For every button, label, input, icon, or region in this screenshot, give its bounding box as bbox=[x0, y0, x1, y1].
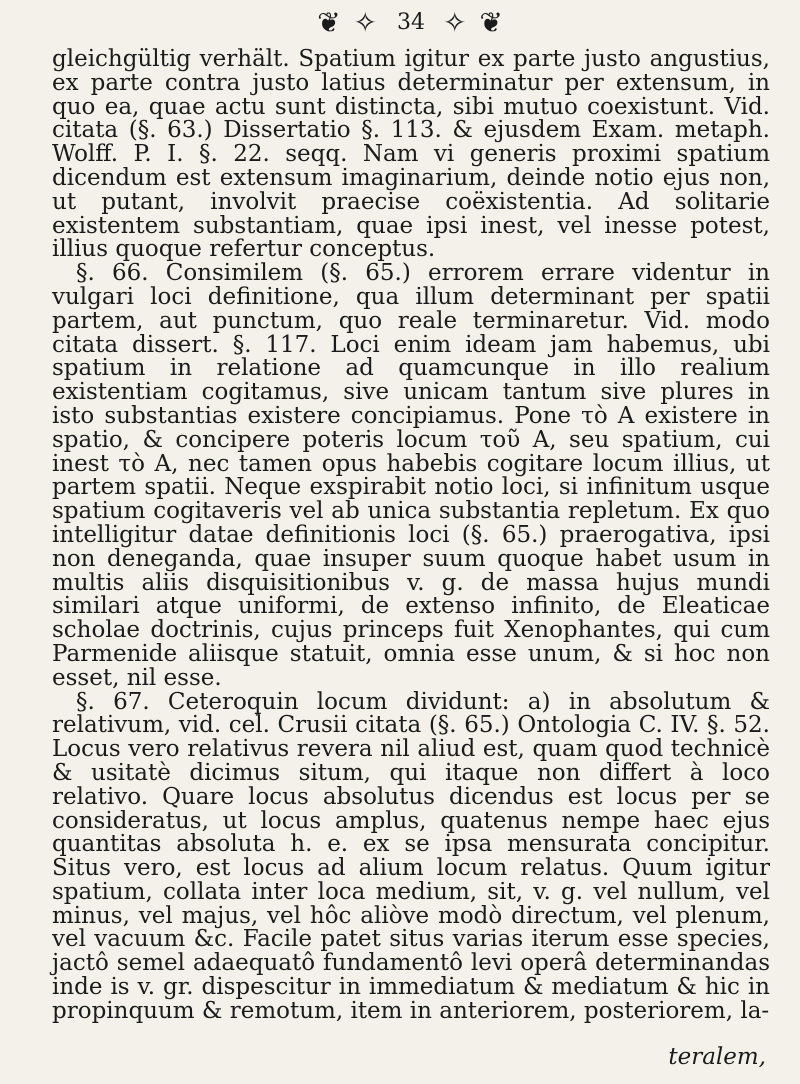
page-number: 34 bbox=[397, 9, 425, 35]
body-text bbox=[52, 48, 770, 1024]
right-ornament-icon: ✧ ❦ bbox=[443, 5, 505, 39]
catchword: teralem, bbox=[668, 1044, 766, 1070]
left-ornament-icon: ❦ ✧ bbox=[317, 5, 379, 39]
paragraph-67: §. 67. Ceteroquin locum dividunt: a) in absolutum & relativum, vid. cel. Crusii citata (§. 65.) Ontologia C. IV. §. 52. Locus vero relativus revera nil aliud est, quam quod technicè & usitatè dicimus situm, qui itaque non differt à loco relativo. Quare locus absolutus dicendus est locus per se consideratus, ut locus amplus, quatenus nempe haec ejus quantitas absoluta h. e. ex se ipsa mensurata concipitur. Situs vero, est locus ad alium locum relatus. Quum igitur spatium, collata inter loca medium, sit, v. g. vel nullum, vel minus, vel majus, vel hôc aliòve modò directum, vel plenum, vel vacuum &c. Facile patet situs varias iterum esse species, jactô semel adaequatô fundamentô levi operâ determinandas inde is v. gr. dispescitur in immediatum & mediatum & hic in propinquum & remotum, item in anteriorem, posteriorem, la- bbox=[52, 688, 770, 1024]
page-header bbox=[52, 0, 770, 44]
paragraph-continuation: gleichgültig verhält. Spatium igitur ex parte justo angustius, ex parte contra justo latius determinatur per extensum, in quo ea, quae actu sunt distincta, sibi mutuo coexistunt. Vid. citata (§. 63.) Dissertatio §. 113. & ejusdem Exam. metaph. Wolff. P. I. §. 22. seqq. Nam vi generis proximi spatium dicendum est extensum imaginarium, deinde notio ejus non, ut putant, involvit praecise coëxistentia. Ad solitarie existentem substantiam, quae ipsi inest, vel inesse potest, illius quoque refertur conceptus. bbox=[52, 46, 770, 263]
paragraph-66: §. 66. Consimilem (§. 65.) errorem errare videntur in vulgari loci definitione, qua illum determinant per spatii partem, aut punctum, quo reale terminaretur. Vid. modo citata dissert. §. 117. Loci enim ideam jam habemus, ubi spatium in relatione ad quamcunque in illo realium existentiam cogitamus, sive unicam tantum sive plures in isto substantias existere concipiamus. Pone τὸ A existere in spatio, & concipere poteris locum τοῦ A, seu spatium, cui inest τὸ A, nec tamen opus habebis cogitare locum illius, ut partem spatii. Neque exspirabit notio loci, si infinitum usque spatium cogitaveris vel ab unica substantia repletum. Ex quo intelligitur datae definitionis loci (§. 65.) praerogativa, ipsi non deneganda, quae insuper suum quoque habet usum in multis aliis disquisitionibus v. g. de massa hujus mundi similari atque uniformi, de extenso infinito, de Eleaticae scholae doctrinis, cujus princeps fuit Xenophantes, qui cum Parmenide aliisque statuit, omnia esse unum, & si hoc non esset, nil esse. bbox=[52, 260, 770, 691]
